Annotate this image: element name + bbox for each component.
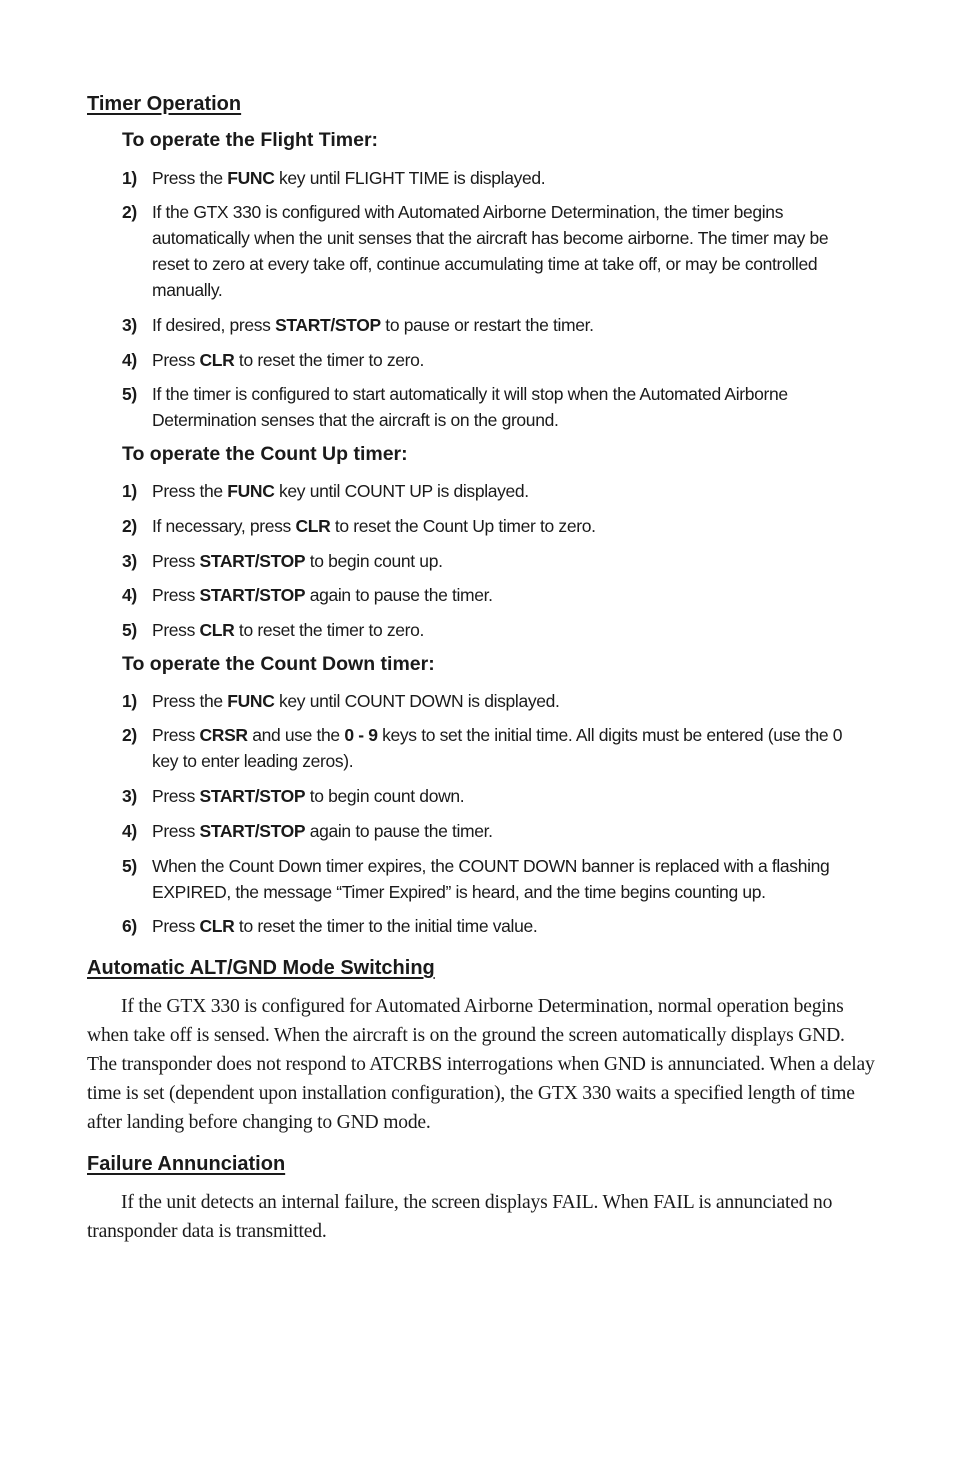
count-down-step-1: 1) Press the FUNC key until COUNT DOWN is displayed. xyxy=(122,691,560,711)
flight-timer-step-1: 1) Press the FUNC key until FLIGHT TIME is displayed. xyxy=(122,168,546,188)
failure-paragraph: If the unit detects an internal failure, the screen displays FAIL. When FAIL is annunciated no transponder data is transmitted. xyxy=(87,1192,833,1242)
flight-timer-heading: To operate the Flight Timer: xyxy=(122,129,379,151)
count-down-step-5: 5) When the Count Down timer expires, the COUNT DOWN banner is replaced with a flashing EXPIRED, the message “Timer Expired” is heard, and the time begins counting up. xyxy=(122,856,830,902)
timer-operation-heading: Timer Operation xyxy=(87,93,242,115)
count-up-step-4: 4) Press START/STOP again to pause the timer. xyxy=(122,585,493,605)
failure-heading: Failure Annunciation xyxy=(87,1153,286,1175)
count-up-step-5: 5) Press CLR to reset the timer to zero. xyxy=(122,620,425,640)
count-up-heading: To operate the Count Up timer: xyxy=(122,443,408,465)
count-up-step-2: 2) If necessary, press CLR to reset the Count Up timer to zero. xyxy=(122,516,596,536)
flight-timer-step-5: 5) If the timer is configured to start automatically it will stop when the Automated Airborne Determination senses that the aircraft is on the ground. xyxy=(122,384,788,430)
count-up-step-1: 1) Press the FUNC key until COUNT UP is displayed. xyxy=(122,481,529,501)
flight-timer-step-4: 4) Press CLR to reset the timer to zero. xyxy=(122,350,425,370)
count-down-step-2: 2) Press CRSR and use the 0 - 9 keys to set the initial time. All digits must be entered (use the 0 key to enter leading zeros). xyxy=(122,725,843,771)
flight-timer-step-3: 3) If desired, press START/STOP to pause or restart the timer. xyxy=(122,315,594,335)
count-down-heading: To operate the Count Down timer: xyxy=(122,653,435,675)
flight-timer-step-2: 2) If the GTX 330 is configured with Automated Airborne Determination, the timer begins automatically when the unit senses that the aircraft has become airborne. The timer may be reset to zero at every take off, continue accumulating time at take off, or may be controlled manually. xyxy=(122,202,829,300)
count-down-step-6: 6) Press CLR to reset the timer to the initial time value. xyxy=(122,916,538,936)
alt-gnd-heading: Automatic ALT/GND Mode Switching xyxy=(87,957,435,979)
count-down-step-4: 4) Press START/STOP again to pause the timer. xyxy=(122,821,493,841)
alt-gnd-paragraph: If the GTX 330 is configured for Automated Airborne Determination, normal operation begins when take off is sensed. When the aircraft is on the ground the screen automatically displays GND. The transponder does not respond to ATCRBS interrogations when GND is annunciated. When a delay time is set (dependent upon installation configuration), the GTX 330 waits a specified length of time after landing before changing to GND mode. xyxy=(87,996,875,1133)
count-down-step-3: 3) Press START/STOP to begin count down. xyxy=(122,786,465,806)
count-up-step-3: 3) Press START/STOP to begin count up. xyxy=(122,551,443,571)
